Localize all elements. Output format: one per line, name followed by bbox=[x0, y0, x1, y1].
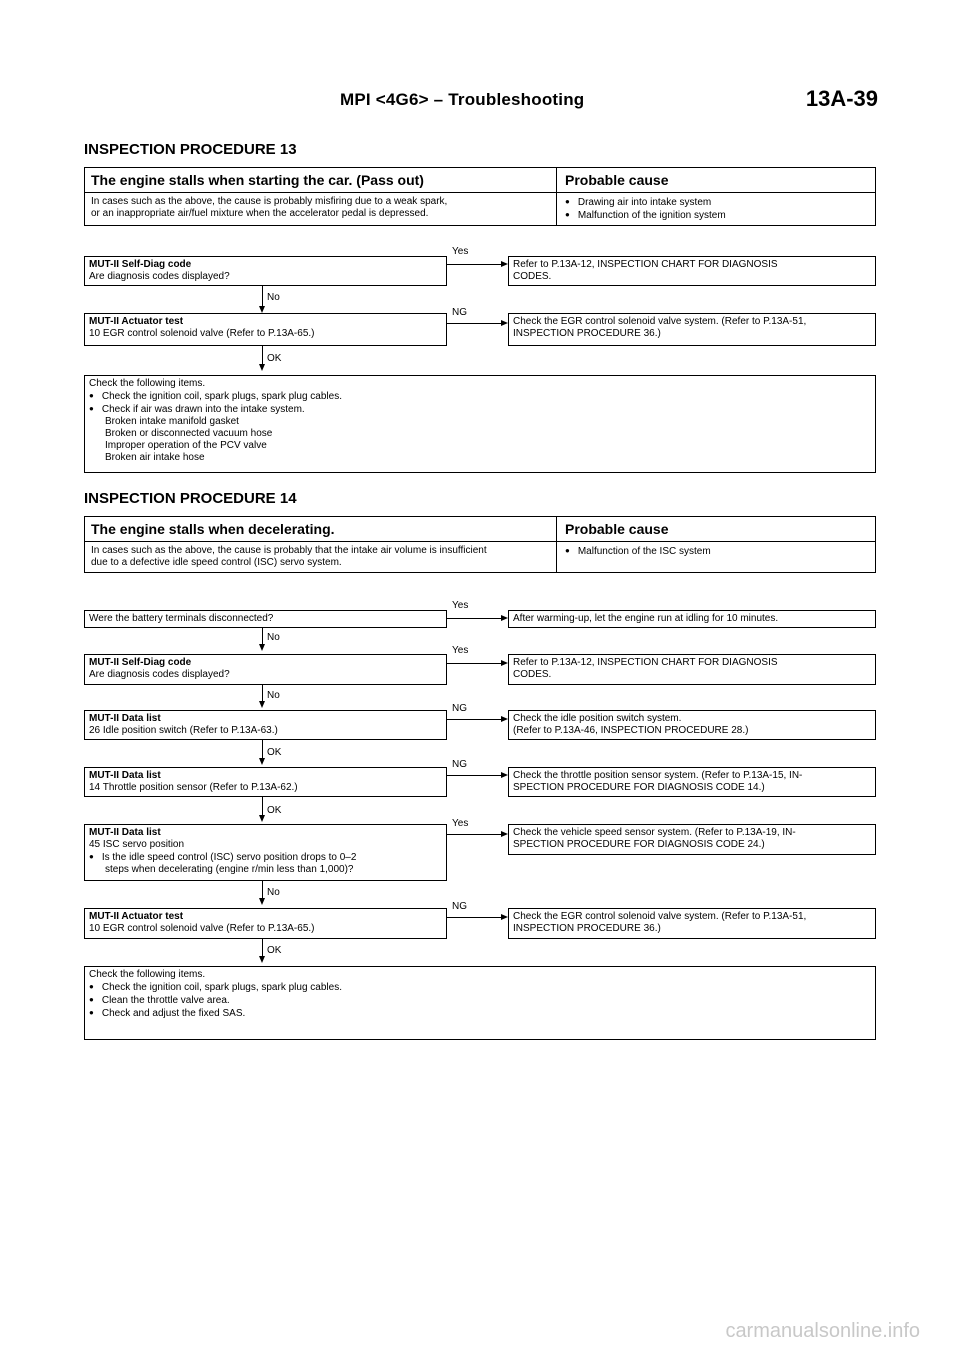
step-heading: MUT-II Data list bbox=[89, 770, 161, 781]
result-13-1 bbox=[508, 256, 876, 286]
branch-label: Yes bbox=[452, 645, 469, 656]
symptom-desc-13 bbox=[85, 193, 557, 225]
arrow-right-icon bbox=[501, 772, 508, 778]
result-13-2 bbox=[508, 313, 876, 346]
result-line: Check the EGR control solenoid valve system. (Refer to P.13A-51, bbox=[513, 316, 807, 327]
cause-header-13: Probable cause bbox=[565, 172, 669, 188]
arrow-right-icon bbox=[501, 831, 508, 837]
result-line: SPECTION PROCEDURE FOR DIAGNOSIS CODE 24.) bbox=[513, 839, 765, 850]
arrow-down-icon bbox=[259, 815, 265, 822]
result-14-3 bbox=[508, 710, 876, 740]
arrow-down-icon bbox=[259, 758, 265, 765]
branch-label: No bbox=[267, 292, 280, 303]
connector bbox=[262, 797, 263, 817]
section-title-14: INSPECTION PROCEDURE 14 bbox=[84, 490, 297, 507]
step-heading: MUT-II Data list bbox=[89, 713, 161, 724]
result-14-2 bbox=[508, 654, 876, 685]
result-14-1 bbox=[508, 610, 876, 628]
result-line: Refer to P.13A-12, INSPECTION CHART FOR DIAGNOSIS bbox=[513, 657, 778, 668]
final-subitem: Broken air intake hose bbox=[105, 452, 205, 463]
cause-item: ● Malfunction of the ignition system bbox=[565, 209, 867, 222]
step-14-4 bbox=[84, 767, 447, 797]
branch-label: NG bbox=[452, 759, 467, 770]
step-bullet: ● Is the idle speed control (ISC) servo position drops to 0–2 bbox=[89, 851, 442, 864]
connector bbox=[447, 264, 501, 265]
connector bbox=[447, 834, 501, 835]
step-14-1 bbox=[84, 610, 447, 628]
step-14-6 bbox=[84, 908, 447, 939]
branch-label: NG bbox=[452, 703, 467, 714]
final-item: ● Clean the throttle valve area. bbox=[89, 994, 871, 1007]
cause-item: ● Drawing air into intake system bbox=[565, 196, 867, 209]
arrow-right-icon bbox=[501, 660, 508, 666]
branch-label: OK bbox=[267, 945, 282, 956]
step-14-2 bbox=[84, 654, 447, 685]
branch-label: OK bbox=[267, 747, 282, 758]
result-14-5 bbox=[508, 824, 876, 855]
desc-line: due to a defective idle speed control (ISC) servo system. bbox=[91, 557, 342, 568]
step-text: 10 EGR control solenoid valve (Refer to P.13A-65.) bbox=[89, 923, 315, 934]
page-number: 13A-39 bbox=[805, 86, 878, 111]
step-heading: MUT-II Actuator test bbox=[89, 911, 184, 922]
branch-label: No bbox=[267, 632, 280, 643]
step-text: 10 EGR control solenoid valve (Refer to P.13A-65.) bbox=[89, 328, 315, 339]
result-line: Check the idle position switch system. bbox=[513, 713, 682, 724]
result-line: CODES. bbox=[513, 271, 552, 282]
desc-line: In cases such as the above, the cause is probably misfiring due to a weak spark, bbox=[91, 196, 448, 207]
step-heading: MUT-II Actuator test bbox=[89, 316, 184, 327]
arrow-right-icon bbox=[501, 261, 508, 267]
connector bbox=[447, 719, 501, 720]
section-title-13: INSPECTION PROCEDURE 13 bbox=[84, 141, 297, 158]
connector bbox=[262, 346, 263, 366]
final-subitem: Improper operation of the PCV valve bbox=[105, 440, 267, 451]
connector bbox=[262, 286, 263, 308]
final-item: ● Check and adjust the fixed SAS. bbox=[89, 1007, 871, 1020]
final-heading: Check the following items. bbox=[89, 378, 206, 389]
desc-line: In cases such as the above, the cause is probably that the intake air volume is insufficient bbox=[91, 545, 487, 556]
final-check-14 bbox=[84, 966, 876, 1040]
step-text: Are diagnosis codes displayed? bbox=[89, 271, 230, 282]
result-line: Check the throttle position sensor system. (Refer to P.13A-15, IN- bbox=[513, 770, 803, 781]
arrow-right-icon bbox=[501, 914, 508, 920]
watermark: carmanualsonline.info bbox=[725, 1320, 920, 1342]
arrow-right-icon bbox=[501, 615, 508, 621]
step-text: 45 ISC servo position bbox=[89, 839, 185, 850]
step-13-2 bbox=[84, 313, 447, 346]
step-14-3 bbox=[84, 710, 447, 740]
result-line: INSPECTION PROCEDURE 36.) bbox=[513, 923, 661, 934]
branch-label: OK bbox=[267, 353, 282, 364]
final-item: ● Check the ignition coil, spark plugs, spark plug cables. bbox=[89, 390, 871, 403]
result-14-6 bbox=[508, 908, 876, 939]
arrow-down-icon bbox=[259, 364, 265, 371]
arrow-down-icon bbox=[259, 701, 265, 708]
connector bbox=[262, 740, 263, 760]
result-line: Refer to P.13A-12, INSPECTION CHART FOR DIAGNOSIS bbox=[513, 259, 778, 270]
final-item: ● Check the ignition coil, spark plugs, spark plug cables. bbox=[89, 981, 871, 994]
branch-label: Yes bbox=[452, 600, 469, 611]
connector bbox=[447, 323, 501, 324]
branch-label: OK bbox=[267, 805, 282, 816]
step-heading: MUT-II Self-Diag code bbox=[89, 657, 192, 668]
final-subitem: Broken intake manifold gasket bbox=[105, 416, 239, 427]
final-subitem: Broken or disconnected vacuum hose bbox=[105, 428, 273, 439]
result-line: Check the vehicle speed sensor system. (Refer to P.13A-19, IN- bbox=[513, 827, 796, 838]
cause-list-14 bbox=[557, 542, 875, 572]
branch-label: Yes bbox=[452, 246, 469, 257]
result-line: SPECTION PROCEDURE FOR DIAGNOSIS CODE 14.) bbox=[513, 782, 765, 793]
desc-line: or an inappropriate air/fuel mixture when the accelerator pedal is depressed. bbox=[91, 208, 429, 219]
connector bbox=[447, 618, 501, 619]
result-line: INSPECTION PROCEDURE 36.) bbox=[513, 328, 661, 339]
result-14-4 bbox=[508, 767, 876, 797]
cause-table-13 bbox=[84, 167, 876, 226]
branch-label: No bbox=[267, 690, 280, 701]
arrow-down-icon bbox=[259, 306, 265, 313]
arrow-right-icon bbox=[501, 716, 508, 722]
step-text: Were the battery terminals disconnected? bbox=[89, 613, 274, 624]
branch-label: No bbox=[267, 887, 280, 898]
cause-list-13 bbox=[557, 193, 875, 225]
branch-label: Yes bbox=[452, 818, 469, 829]
symptom-13: The engine stalls when starting the car. (Pass out) bbox=[85, 168, 557, 192]
final-heading: Check the following items. bbox=[89, 969, 206, 980]
branch-label: NG bbox=[452, 901, 467, 912]
step-heading: MUT-II Self-Diag code bbox=[89, 259, 192, 270]
step-text: 14 Throttle position sensor (Refer to P.13A-62.) bbox=[89, 782, 298, 793]
symptom-desc-14 bbox=[85, 542, 557, 572]
result-line: (Refer to P.13A-46, INSPECTION PROCEDURE 28.) bbox=[513, 725, 749, 736]
step-heading: MUT-II Data list bbox=[89, 827, 161, 838]
arrow-down-icon bbox=[259, 644, 265, 651]
step-14-5 bbox=[84, 824, 447, 881]
final-check-13 bbox=[84, 375, 876, 473]
step-13-1 bbox=[84, 256, 447, 286]
connector bbox=[447, 775, 501, 776]
branch-label: NG bbox=[452, 307, 467, 318]
connector bbox=[447, 917, 501, 918]
cause-table-14 bbox=[84, 516, 876, 573]
step-text: 26 Idle position switch (Refer to P.13A-63.) bbox=[89, 725, 278, 736]
step-text: Are diagnosis codes displayed? bbox=[89, 669, 230, 680]
result-line: Check the EGR control solenoid valve system. (Refer to P.13A-51, bbox=[513, 911, 807, 922]
symptom-14: The engine stalls when decelerating. bbox=[85, 517, 557, 541]
page-title: MPI <4G6> – Troubleshooting bbox=[340, 90, 585, 109]
result-line: CODES. bbox=[513, 669, 552, 680]
cause-header-14: Probable cause bbox=[565, 521, 669, 537]
arrow-down-icon bbox=[259, 898, 265, 905]
result-line: After warming-up, let the engine run at idling for 10 minutes. bbox=[513, 613, 779, 624]
arrow-down-icon bbox=[259, 956, 265, 963]
final-item: ● Check if air was drawn into the intake system. bbox=[89, 403, 871, 416]
cause-item: ● Malfunction of the ISC system bbox=[565, 545, 867, 558]
arrow-right-icon bbox=[501, 320, 508, 326]
step-bullet-cont: steps when decelerating (engine r/min less than 1,000)? bbox=[105, 864, 354, 875]
connector bbox=[447, 663, 501, 664]
